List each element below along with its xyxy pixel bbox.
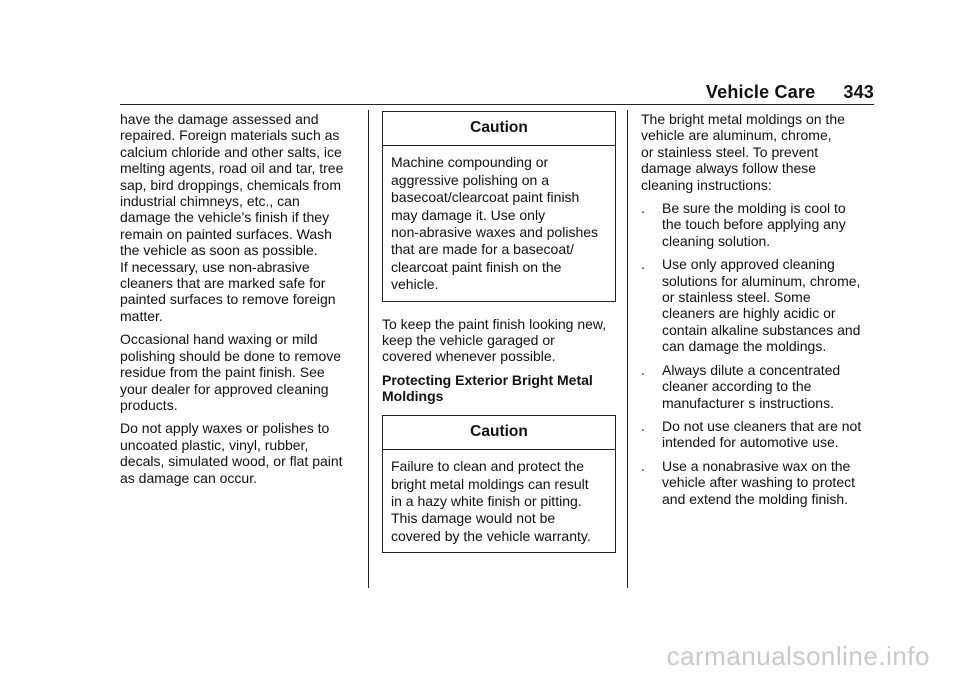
- caution-box: [382, 111, 616, 302]
- list-item-text: Always dilute a concentrated cleaner according to the manufacturer s instructions.: [662, 361, 841, 411]
- bullet-icon: .: [641, 256, 645, 273]
- text-column-3: [641, 111, 876, 514]
- bullet-icon: .: [641, 457, 645, 474]
- list-item-text: Be sure the molding is cool to the touch before applying any cleaning solution.: [662, 200, 846, 249]
- paragraph: have the damage assessed and repaired. Foreign materials such as calcium chloride and other salts, ice melting agents, road oil and tar, tree sap, bird droppings, chemicals from industrial chimneys, etc., can damage the vehicle’s finish if they remain on painted surfaces. Wash the vehicle as soon as possible. If necessary, use non-abrasive cleaners that are marked safe for painted surfaces to remove foreign matter.: [120, 111, 344, 324]
- list-item: [641, 458, 876, 507]
- caution-title: Caution: [383, 112, 615, 146]
- text-column-2: [382, 111, 616, 567]
- paragraph: Do not apply waxes or polishes to uncoated plastic, vinyl, rubber, decals, simulated wood, or flat paint as damage can occur.: [120, 420, 343, 486]
- bullet-list: [641, 200, 876, 507]
- caution-box: [382, 415, 616, 553]
- bullet-icon: .: [641, 417, 645, 434]
- list-item: [641, 418, 876, 451]
- list-item-text: Do not use cleaners that are not intended for automotive use.: [662, 417, 862, 451]
- paragraph: To keep the paint finish looking new, keep the vehicle garaged or covered whenever possible.: [382, 315, 607, 365]
- text-column-1: [120, 111, 358, 493]
- column-divider: [627, 110, 628, 588]
- list-item: [641, 200, 876, 249]
- watermark: carmanualsonline.info: [666, 641, 930, 671]
- list-item-text: Use only approved cleaning solutions for aluminum, chrome, or stainless steel. Some cleaners are highly acidic or contain alkaline substances and can damage the moldings.: [662, 256, 861, 355]
- paragraph: Occasional hand waxing or mild polishing should be done to remove residue from the paint finish. See your dealer for approved cleaning products.: [120, 331, 342, 413]
- list-item: [641, 362, 876, 411]
- bullet-icon: .: [641, 200, 645, 217]
- caution-text: Machine compounding or aggressive polishing on a basecoat/clearcoat paint finish may damage it. Use only non-abrasive waxes and polishes that are made for a basecoat/ clearcoat paint finish on the vehicle.: [391, 154, 599, 293]
- list-item-text: Use a nonabrasive wax on the vehicle after washing to protect and extend the molding finish.: [662, 457, 855, 507]
- section-title: Vehicle Care: [705, 82, 816, 102]
- paragraph: The bright metal moldings on the vehicle are aluminum, chrome, or stainless steel. To prevent damage always follow these cleaning instructions:: [641, 111, 845, 193]
- page-header: [706, 82, 874, 103]
- list-item: [641, 256, 876, 354]
- caution-title: Caution: [383, 416, 615, 450]
- bullet-icon: .: [641, 361, 645, 378]
- header-rule: [120, 104, 874, 105]
- caution-text: Failure to clean and protect the bright metal moldings can result in a hazy white finish or pitting. This damage would not be covered by the vehicle warranty.: [391, 458, 591, 544]
- page-number: 343: [843, 82, 874, 102]
- section-heading: Protecting Exterior Bright Metal Moldings: [382, 371, 593, 405]
- column-divider: [368, 110, 369, 588]
